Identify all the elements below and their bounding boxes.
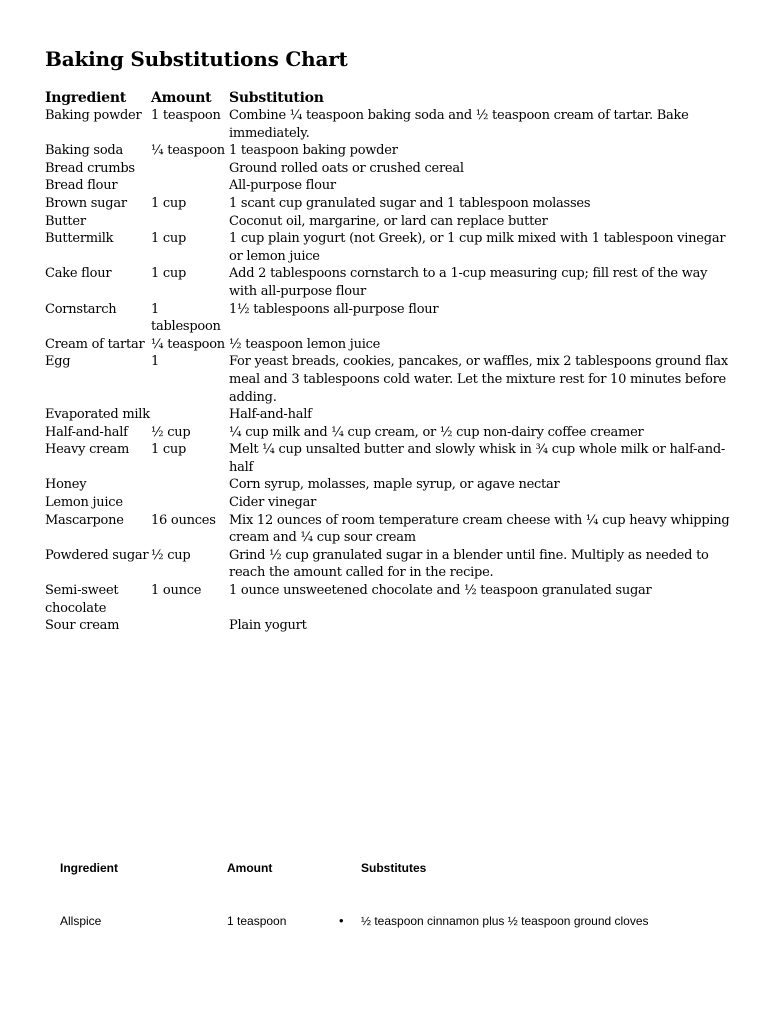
cell-substitution: ½ teaspoon lemon juice [229,336,381,352]
cell-ingredient: Mascarpone [45,512,124,528]
cell-ingredient: Cornstarch [45,301,117,317]
table-header-row [45,89,735,107]
bullet-icon: • [339,913,344,928]
table-row [45,353,735,406]
cell-amount: ¼ teaspoon [151,336,225,352]
table-row [45,441,735,476]
cell-amount: ½ cup [151,547,191,563]
cell-amount: 1 ounce [151,583,202,599]
cell-substitution: Mix 12 ounces of room temperature cream cheese with ¼ cup heavy whipping cream and ¼ cup sour cream [229,512,730,546]
table-row [45,301,735,336]
cell-ingredient: Bread crumbs [45,160,135,176]
cell-substitution: Cider vinegar [229,495,317,511]
cell-amount: 1 cup [151,231,187,247]
cell-ingredient: Cream of tartar [45,336,145,352]
table-row [45,160,735,178]
cell-amount [151,617,229,635]
cell-ingredient: Honey [45,477,87,493]
cell-amount: ¼ teaspoon [151,143,225,159]
table-row [45,424,735,442]
cell-substitution: Add 2 tablespoons cornstarch to a 1-cup measuring cup; fill rest of the way with all-purpose flour [229,266,708,299]
header-ingredient: Ingredient [45,90,126,106]
cell-ingredient: Brown sugar [45,195,127,211]
cell-substitution: ¼ cup milk and ¼ cup cream, or ½ cup non-dairy coffee creamer [229,424,644,440]
cell-substitution: Ground rolled oats or crushed cereal [229,160,464,176]
header-amount: Amount [227,861,273,875]
header-substitutes: Substitutes [361,861,427,875]
table-row [45,177,735,195]
cell-amount: 1 teaspoon [227,914,287,928]
cell-ingredient: Allspice [60,914,102,928]
cell-substitution: 1 cup plain yogurt (not Greek), or 1 cup milk mixed with 1 tablespoon vinegar or lemon juice [229,231,726,264]
page-title: Baking Substitutions Chart [45,47,348,71]
cell-amount [151,160,229,178]
table-row [45,494,735,512]
cell-ingredient: Baking powder [45,108,142,123]
cell-ingredient: Egg [45,354,71,370]
cell-amount: 1 [151,354,160,370]
cell-substitution: 1 ounce unsweetened chocolate and ½ teaspoon granulated sugar [229,583,652,599]
cell-ingredient: Lemon juice [45,495,123,511]
cell-amount [151,476,229,494]
cell-substitution: All-purpose flour [229,178,336,194]
table-row [45,617,735,635]
cell-substitution: Coconut oil, margarine, or lard can replace butter [229,213,548,229]
cell-amount [151,213,229,231]
cell-substitution: Plain yogurt [229,618,307,634]
table-row [45,265,735,300]
table-row [45,213,735,231]
table-row [45,336,735,354]
cell-ingredient: Sour cream [45,618,120,634]
cell-ingredient: Semi-sweet chocolate [45,583,119,616]
cell-substitution: Melt ¼ cup unsalted butter and slowly whisk in ¾ cup whole milk or half-and-half [229,442,726,475]
cell-substitution: Half-and-half [229,407,312,423]
cell-amount: 1 cup [151,442,187,458]
table-row [45,142,735,160]
cell-amount [151,494,229,512]
cell-ingredient: Butter [45,213,86,229]
cell-ingredient: Bread flour [45,178,118,194]
cell-amount: 1 tablespoon [151,301,221,335]
table-row [45,582,735,617]
cell-substitution: Corn syrup, molasses, maple syrup, or agave nectar [229,477,560,493]
cell-substitution: 1 scant cup granulated sugar and 1 tablespoon molasses [229,195,591,211]
cell-ingredient: Baking soda [45,143,123,159]
table-row [45,476,735,494]
cell-substitution: Grind ½ cup granulated sugar in a blender until fine. Multiply as needed to reach the amount called for in the recipe. [229,547,709,581]
table-row [45,512,735,547]
cell-amount: 1 cup [151,266,187,282]
cell-substitution: For yeast breads, cookies, pancakes, or waffles, mix 2 tablespoons ground flax meal and 3 tablespoons cold water. Let the mixture rest for 10 minutes before adding. [229,354,729,405]
cell-ingredient: Half-and-half [45,424,128,440]
cell-ingredient: Buttermilk [45,231,114,247]
cell-amount: ½ cup [151,424,191,440]
cell-substitution: 1½ tablespoons all-purpose flour [229,301,439,317]
table-row [45,547,735,582]
table-row [45,230,735,265]
cell-substitution: Combine ¼ teaspoon baking soda and ½ teaspoon cream of tartar. Bake immediately. [229,108,689,141]
table-row [45,107,735,142]
header-amount: Amount [151,90,212,106]
cell-amount [151,177,229,195]
cell-ingredient: Evaporated milk [45,407,150,423]
cell-substitution: 1 teaspoon baking powder [229,143,398,159]
cell-amount: 1 teaspoon [151,108,221,123]
cell-substitute: ½ teaspoon cinnamon plus ½ teaspoon ground cloves [361,914,649,928]
cell-amount: 1 cup [151,195,187,211]
cell-ingredient: Heavy cream [45,442,130,458]
cell-amount: 16 ounces [151,512,216,528]
header-substitution: Substitution [229,90,324,106]
table-row [45,406,735,424]
cell-ingredient: Cake flour [45,266,112,282]
cell-amount [151,406,229,424]
table-row [45,195,735,213]
substitutions-table [45,89,735,635]
cell-ingredient: Powdered sugar [45,547,149,563]
header-ingredient: Ingredient [60,861,119,875]
